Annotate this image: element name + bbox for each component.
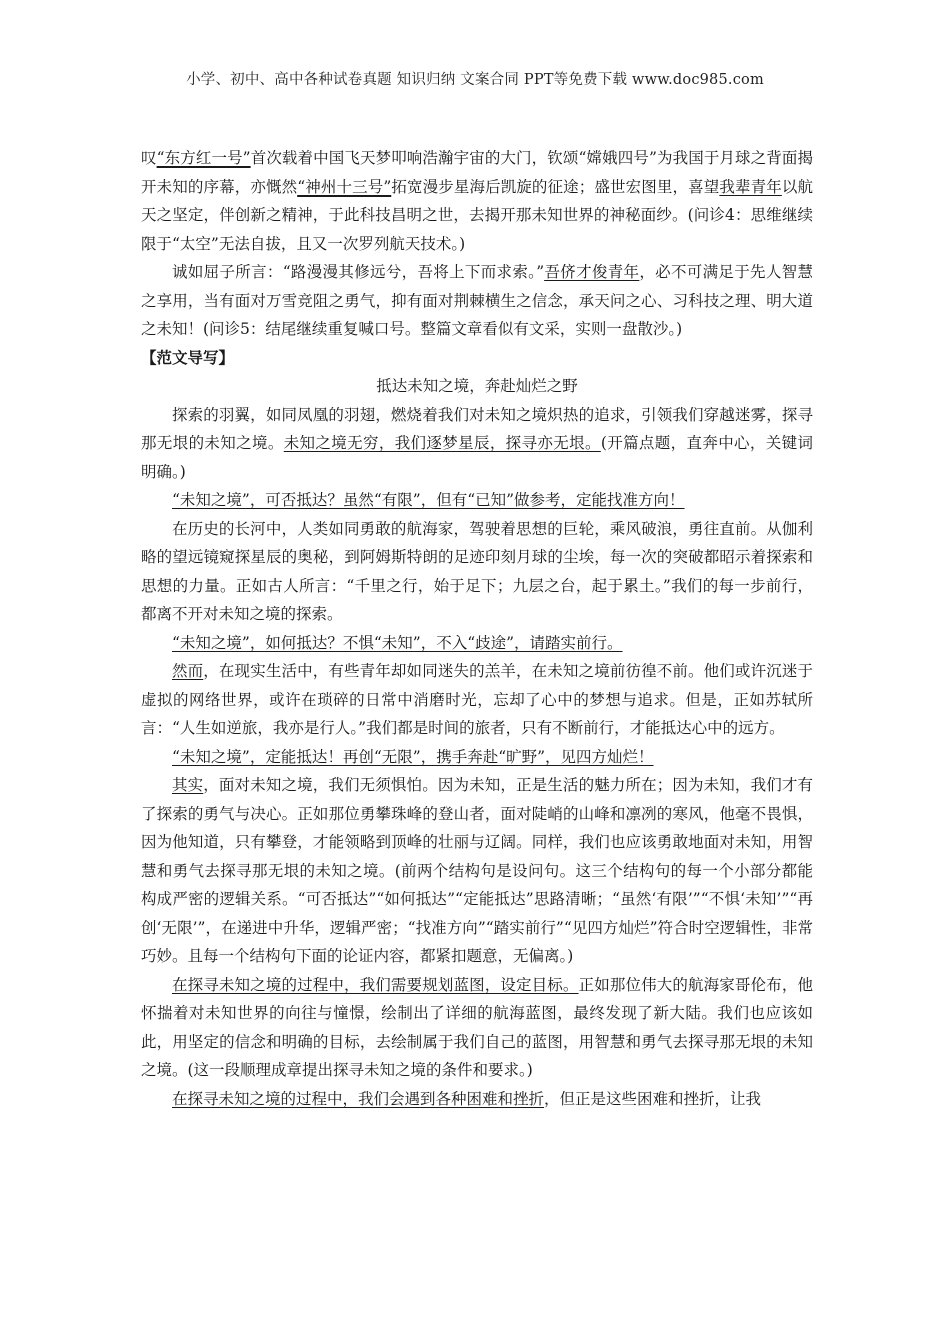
paragraph: [141, 771, 813, 971]
underlined-text: “未知之境”，如何抵达？不惧“未知”，不入“歧途”，请踏实前行。: [172, 633, 623, 652]
underlined-text: 未知之境无穷，我们逐梦星辰，探寻亦无垠。: [283, 434, 601, 452]
text-run: 拓宽漫步星海后凯旋的征途；盛世宏图里，喜望: [391, 177, 720, 196]
text-run: (开篇点题，直奔中心，关键词明确。): [141, 434, 813, 481]
text-run: 叹: [141, 149, 157, 167]
paragraph: [141, 1085, 813, 1114]
paragraph: [141, 144, 813, 258]
paragraph: [141, 657, 813, 743]
underlined-text: 其实: [172, 776, 204, 794]
paragraph: 在历史的长河中，人类如同勇敢的航海家，驾驶着思想的巨轮，乘风破浪，勇往直前。从伽利略的望远镜窥探星辰的奥秘，到阿姆斯特朗的足迹印刻月球的尘埃，每一次的突破都昭示着探索和思想的力量。正如古人所言：“千里之行，始于足下；九层之台，起于累土。”我们的每一步前行，都离不开对未知之境的探索。: [141, 519, 813, 623]
underlined-text: “未知之境”，可否抵达？虽然“有限”，但有“已知”做参考，定能找准方向！: [172, 491, 685, 509]
section-label: 【范文导写】: [141, 347, 235, 367]
text-run: 诚如屈子所言：“路漫漫其修远兮，吾将上下而求索。”: [172, 263, 545, 281]
underlined-text: 在探寻未知之境的过程中，我们会遇到各种困难和挫折: [172, 1089, 545, 1108]
underlined-text: 然而: [172, 662, 204, 680]
essay-title: 抵达未知之境，奔赴灿烂之野: [376, 377, 578, 395]
underlined-text: “未知之境”，定能抵达！再创“无限”，携手奔赴“旷野”，见四方灿烂！: [172, 747, 654, 766]
text-run: 首次载着中国飞天梦叩响浩瀚宇宙的大门，钦颂“嫦娥四号”为我国于月球之背面揭开未知的序幕，亦慨然: [141, 149, 813, 196]
text-run: ，必不可满足于先人智慧之享用，当有面对万雪竞阻之勇气，抑有面对荆棘横生之信念，承天问之心、习科技之理、明大道之未知！(问诊5：结尾继续重复喊口号。整篇文章看似有文采，实则一盘散沙。): [141, 263, 813, 338]
underlined-text: 我辈青年: [719, 177, 782, 196]
underlined-text: 在探寻未知之境的过程中，我们需要规划蓝图，设定目标。: [172, 975, 579, 994]
underlined-text: “神州十三号”: [297, 177, 392, 196]
text-run: 正如那位伟大的航海家哥伦布，他怀揣着对未知世界的向往与憧憬，绘制出了详细的航海蓝图，最终发现了新大陆。我们也应该如此，用坚定的信念和明确的目标，去绘制属于我们自己的蓝图，用智慧和勇气去探寻那无垠的未知之境。(这一段顺理成章提出探寻未知之境的条件和要求。): [141, 975, 813, 1079]
structure-heading: [141, 629, 813, 658]
paragraph: [141, 971, 813, 1085]
underlined-text: “东方红一号”: [156, 149, 251, 167]
text-run: 探索的羽翼，如同凤凰的羽翅，燃烧着我们对未知之境炽热的追求，引领我们穿越迷雾，探寻那无垠的未知之境。: [141, 405, 813, 452]
page-header: 小学、初中、高中各种试卷真题 知识归纳 文案合同 PPT等免费下载 www.doc985.com: [186, 72, 764, 88]
paragraph: [141, 401, 813, 487]
underlined-text: 吾侪才俊青年: [544, 263, 640, 281]
document-body: [141, 144, 813, 1113]
text-run: 以航天之坚定，伴创新之精神，于此科技昌明之世，去揭开那未知世界的神秘面纱。(问诊4：思维继续限于“太空”无法自拔，且又一次罗列航天技术。): [141, 177, 813, 253]
paragraph: [141, 258, 813, 344]
structure-heading: [141, 743, 813, 772]
text-run: ，但正是这些困难和挫折，让我: [544, 1089, 762, 1108]
structure-heading: [141, 486, 813, 515]
text-run: ，面对未知之境，我们无须惧怕。因为未知，正是生活的魅力所在；因为未知，我们才有了探索的勇气与决心。正如那位勇攀珠峰的登山者，面对陡峭的山峰和凛冽的寒风，他毫不畏惧，因为他知道，只有攀登，才能领略到顶峰的壮丽与辽阔。同样，我们也应该勇敢地面对未知，用智慧和勇气去探寻那无垠的未知之境。(前两个结构句是设问句。这三个结构句的每一个小部分都能构成严密的逻辑关系。“可否抵达”“如何抵达”“定能抵达”思路清晰；“虽然‘有限’”“不惧‘未知’”“再创‘无限’”，在递进中升华，逻辑严密；“找准方向”“踏实前行”“见四方灿烂”符合时空逻辑性，非常巧妙。且每一个结构句下面的论证内容，都紧扣题意，无偏离。): [141, 776, 813, 965]
text-run: ，在现实生活中，有些青年却如同迷失的羔羊，在未知之境前彷徨不前。他们或许沉迷于虚拟的网络世界，或许在琐碎的日常中消磨时光，忘却了心中的梦想与追求。但是，正如苏轼所言：“人生如逆旅，我亦是行人。”我们都是时间的旅者，只有不断前行，才能抵达心中的远方。: [141, 662, 813, 737]
